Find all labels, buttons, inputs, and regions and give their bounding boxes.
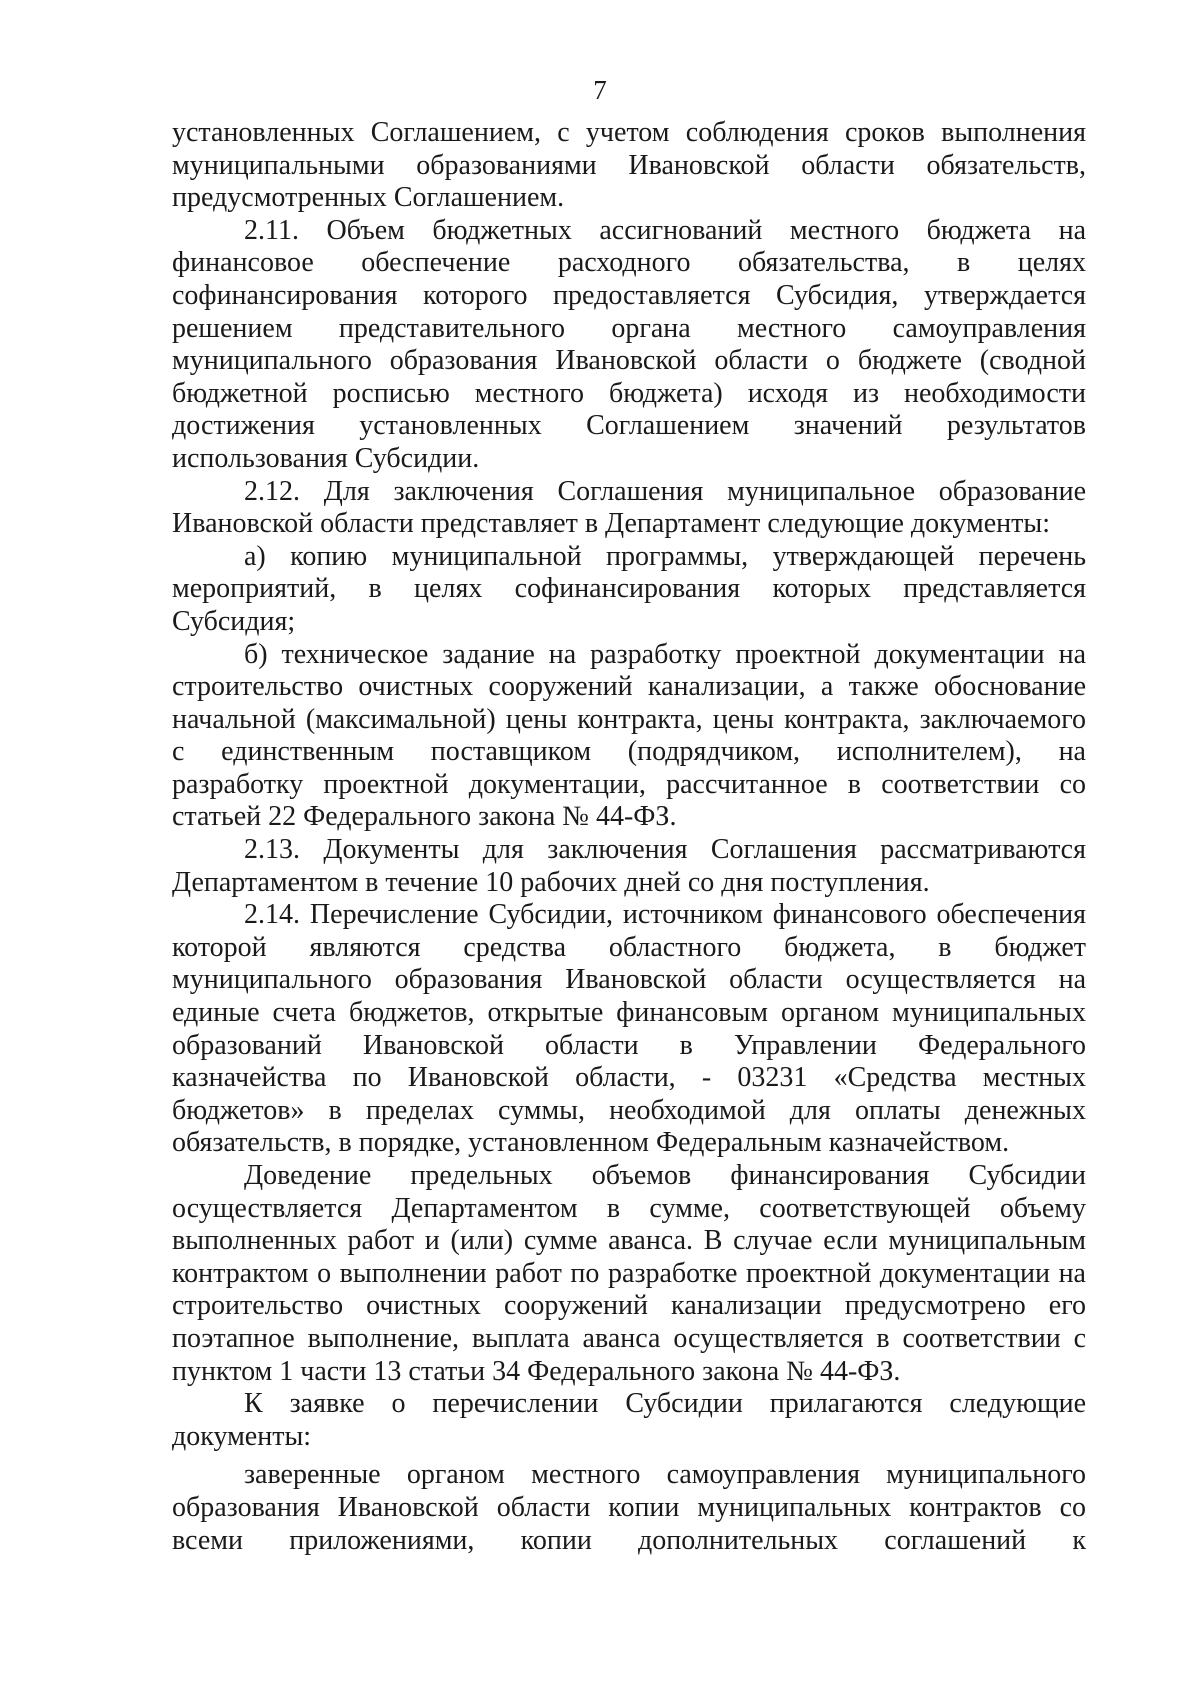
text-line: заверенные органом местного самоуправления муниципального [244, 1459, 1086, 1491]
text-line: мероприятий, в целях софинансирования которых представляется [172, 573, 1086, 605]
document-body [172, 117, 1086, 1557]
text-line: обязательств, в порядке, установленном Федеральным казначейством. [172, 1127, 1010, 1159]
text-line: всеми приложениями, копии дополнительных соглашений к [172, 1524, 1086, 1556]
text-line: образований Ивановской области в Управлении Федерального [172, 1029, 1086, 1061]
text-line: решением представительного органа местного самоуправления [172, 312, 1086, 344]
text-line: 2.11. Объем бюджетных ассигнований местного бюджета на [244, 214, 1086, 246]
text-line: пунктом 1 части 13 статьи 34 Федерального закона № 44-ФЗ. [172, 1355, 901, 1387]
text-line: использования Субсидии. [172, 442, 480, 474]
text-line: 2.13. Документы для заключения Соглашения рассматриваются [244, 834, 1086, 866]
text-line: б) техническое задание на разработку проектной документации на [244, 638, 1086, 670]
text-line: а) копию муниципальной программы, утверждающей перечень [244, 540, 1086, 572]
text-line: которой являются средства областного бюджета, в бюджет [172, 931, 1086, 963]
text-line: казначейства по Ивановской области, - 03231 «Средства местных [172, 1062, 1086, 1094]
text-line: документы: [172, 1420, 312, 1452]
text-line: единые счета бюджетов, открытые финансовым органом муниципальных [172, 997, 1086, 1029]
text-line: контрактом о выполнении работ по разработке проектной документации на [172, 1257, 1086, 1289]
text-line: выполненных работ и (или) сумме аванса. В случае если муниципальным [172, 1225, 1086, 1257]
text-line: достижения установленных Соглашением значений результатов [172, 410, 1086, 442]
text-line: бюджетов» в пределах суммы, необходимой для оплаты денежных [172, 1094, 1086, 1126]
text-line: образования Ивановской области копии муниципальных контрактов со [172, 1491, 1086, 1523]
text-line: начальной (максимальной) цены контракта, цены контракта, заключаемого [172, 703, 1086, 735]
text-line: муниципального образования Ивановской области о бюджете (сводной [172, 345, 1086, 377]
page-number: 7 [593, 75, 607, 105]
text-line: финансовое обеспечение расходного обязательства, в целях [172, 247, 1086, 279]
text-line: осуществляется Департаментом в сумме, соответствующей объему [172, 1192, 1086, 1224]
text-line: 2.14. Перечисление Субсидии, источником финансового обеспечения [244, 899, 1086, 931]
text-line: муниципального образования Ивановской области осуществляется на [172, 964, 1086, 996]
text-line: Ивановской области представляет в Департамент следующие документы: [172, 508, 1050, 540]
text-line: с единственным поставщиком (подрядчиком, исполнителем), на [172, 736, 1086, 768]
text-line: К заявке о перечислении Субсидии прилагаются следующие [244, 1388, 1086, 1420]
text-line: поэтапное выполнение, выплата аванса осуществляется в соответствии с [172, 1322, 1086, 1354]
text-line: Департаментом в течение 10 рабочих дней со дня поступления. [172, 866, 930, 898]
text-line: установленных Соглашением, с учетом соблюдения сроков выполнения [172, 117, 1086, 148]
text-line: строительство очистных сооружений канализации, а также обоснование [172, 671, 1086, 703]
text-line: разработку проектной документации, рассчитанное в соответствии со [172, 768, 1086, 800]
text-line: предусмотренных Соглашением. [172, 182, 565, 214]
text-line: бюджетной росписью местного бюджета) исходя из необходимости [172, 377, 1086, 409]
text-line: 2.12. Для заключения Соглашения муниципальное образование [244, 475, 1086, 507]
text-line: софинансирования которого предоставляется Субсидия, утверждается [172, 279, 1086, 311]
text-line: муниципальными образованиями Ивановской области обязательств, [172, 149, 1086, 181]
text-line: статьей 22 Федерального закона № 44-ФЗ. [172, 801, 677, 833]
text-line: Доведение предельных объемов финансирования Субсидии [244, 1160, 1086, 1191]
text-line: Субсидия; [172, 605, 296, 637]
text-line: строительство очистных сооружений канализации предусмотрено его [172, 1290, 1086, 1322]
